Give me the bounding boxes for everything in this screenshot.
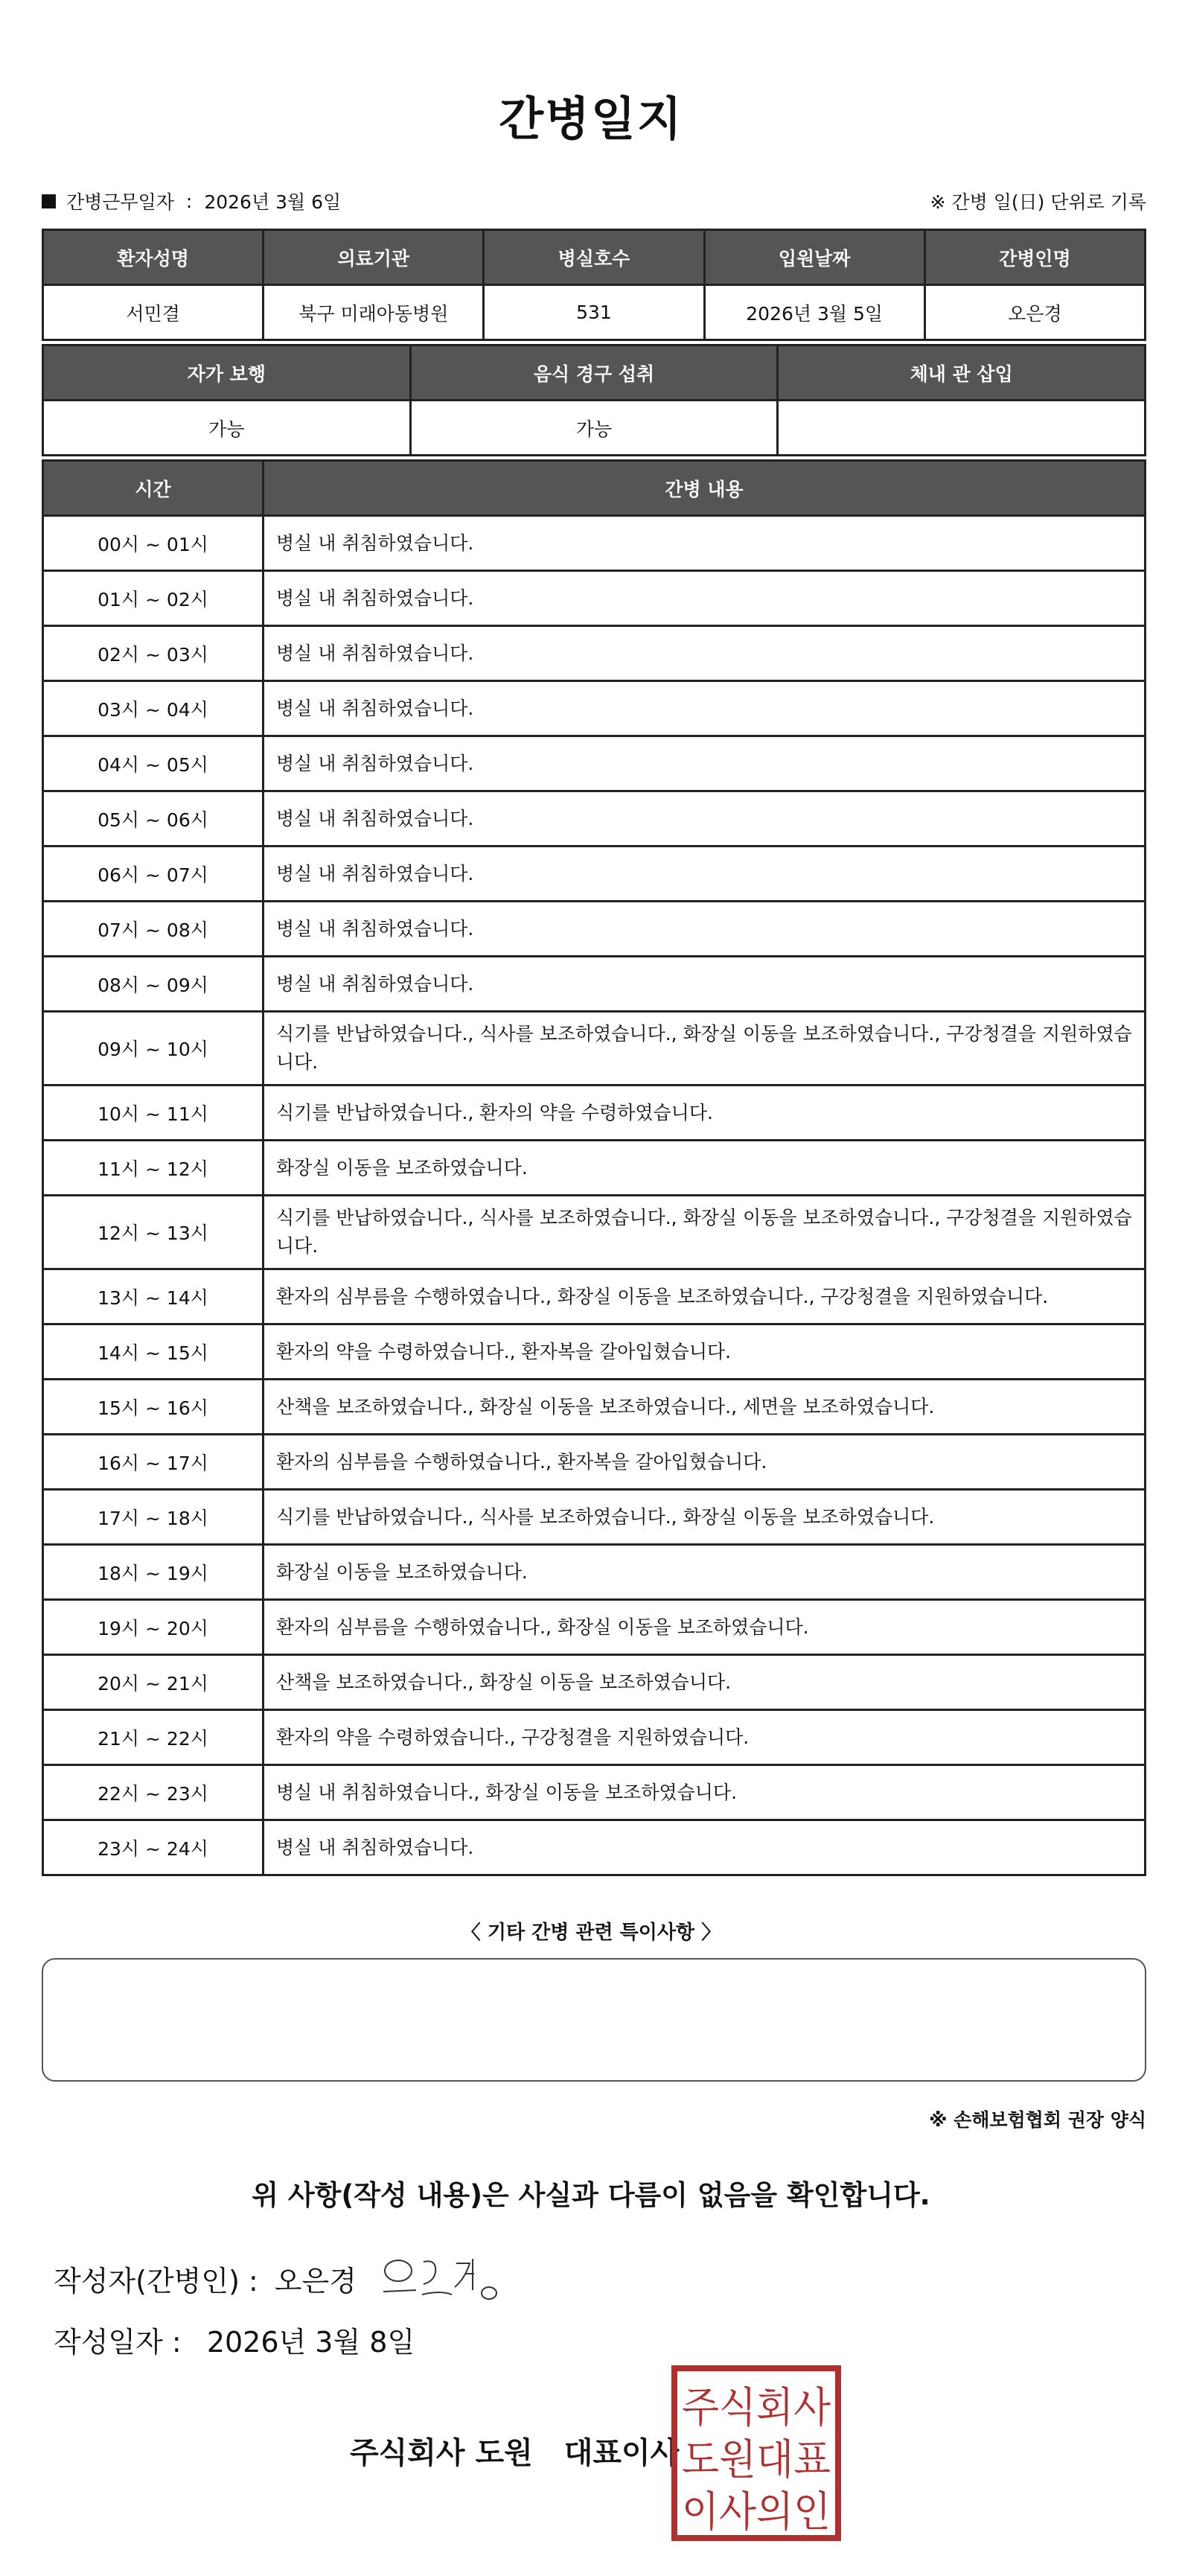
tube-insertion-cell: [778, 401, 1146, 456]
patient-value-row: [43, 285, 1146, 340]
care-content-cell: 환자의 심부름을 수행하였습니다., 화장실 이동을 보조하였습니다., 구강청결을 지원하였습니다.: [263, 1269, 1146, 1324]
time-cell: 01시 ~ 02시: [43, 571, 263, 626]
notes-heading: 〈 기타 간병 관련 특이사항 〉: [461, 1922, 721, 1944]
care-content-cell: 병실 내 취침하였습니다.: [263, 957, 1146, 1012]
seal-text-line: 도원대표: [682, 2436, 831, 2484]
care-content-cell: 식기를 반납하였습니다., 식사를 보조하였습니다., 화장실 이동을 보조하였습니다., 구강청결을 지원하였습니다.: [263, 1012, 1146, 1085]
seal-text-line: 주식회사: [682, 2384, 831, 2432]
oral-intake-cell: 가능: [410, 401, 778, 456]
patient-info-table: [42, 229, 1146, 341]
table-row: [43, 571, 1146, 626]
table-row: [43, 1196, 1146, 1269]
time-cell: 20시 ~ 21시: [43, 1655, 263, 1710]
care-content-cell: 식기를 반납하였습니다., 식사를 보조하였습니다., 화장실 이동을 보조하였습니다., 구강청결을 지원하였습니다.: [263, 1196, 1146, 1269]
admission-date-cell: 2026년 3월 5일: [704, 285, 924, 340]
written-date-line: [54, 2319, 415, 2360]
table-row: [43, 681, 1146, 736]
table-row: [43, 1324, 1146, 1380]
table-row: [43, 1655, 1146, 1710]
care-content-cell: 병실 내 취침하였습니다.: [263, 681, 1146, 736]
company-name: 주식회사 도원: [350, 2436, 533, 2470]
table-row: [43, 1141, 1146, 1196]
time-cell: 19시 ~ 20시: [43, 1600, 263, 1655]
room-cell: 531: [484, 285, 704, 340]
time-cell: 17시 ~ 18시: [43, 1490, 263, 1545]
notes-box: [42, 1958, 1146, 2082]
time-cell: 04시 ~ 05시: [43, 736, 263, 791]
care-content-cell: 병실 내 취침하였습니다., 화장실 이동을 보조하였습니다.: [263, 1765, 1146, 1820]
writer-label: 작성자(간병인) :: [54, 2264, 258, 2298]
time-cell: 15시 ~ 16시: [43, 1380, 263, 1435]
table-row: [43, 736, 1146, 791]
time-cell: 14시 ~ 15시: [43, 1324, 263, 1380]
care-content-cell: 병실 내 취침하였습니다.: [263, 736, 1146, 791]
care-content-cell: 화장실 이동을 보조하였습니다.: [263, 1545, 1146, 1600]
care-content-cell: 병실 내 취침하였습니다.: [263, 847, 1146, 902]
care-content-cell: 산책을 보조하였습니다., 화장실 이동을 보조하였습니다., 세면을 보조하였습니다.: [263, 1380, 1146, 1435]
care-content-cell: 식기를 반납하였습니다., 환자의 약을 수령하였습니다.: [263, 1085, 1146, 1141]
institution-cell: 북구 미래아동병원: [263, 285, 484, 340]
patient-status-table: [42, 344, 1146, 456]
time-cell: 22시 ~ 23시: [43, 1765, 263, 1820]
time-cell: 09시 ~ 10시: [43, 1012, 263, 1085]
work-date-value: 2026년 3월 6일: [204, 191, 342, 213]
table-row: [43, 791, 1146, 847]
table-row: [43, 516, 1146, 571]
table-row: [43, 1490, 1146, 1545]
care-content-cell: 병실 내 취침하였습니다.: [263, 791, 1146, 847]
patient-name-cell: 서민결: [43, 285, 263, 340]
table-row: [43, 1085, 1146, 1141]
work-date-sep: :: [185, 190, 193, 212]
time-cell: 08시 ~ 09시: [43, 957, 263, 1012]
header-institution: 의료기관: [263, 230, 484, 285]
square-bullet-icon: [42, 194, 56, 208]
care-content-cell: 병실 내 취침하였습니다.: [263, 1820, 1146, 1875]
care-log-table: [42, 459, 1146, 1876]
work-date-label: 간병근무일자: [66, 191, 174, 213]
time-cell: 16시 ~ 17시: [43, 1435, 263, 1490]
table-row: [43, 1820, 1146, 1875]
company-seal-stamp: [670, 2364, 843, 2542]
care-content-cell: 산책을 보조하였습니다., 화장실 이동을 보조하였습니다.: [263, 1655, 1146, 1710]
time-cell: 02시 ~ 03시: [43, 626, 263, 681]
header-oral-intake: 음식 경구 섭취: [410, 345, 778, 401]
table-row: [43, 1765, 1146, 1820]
header-time: 시간: [43, 461, 263, 516]
time-cell: 06시 ~ 07시: [43, 847, 263, 902]
page-title: 간병일지: [499, 92, 683, 146]
table-row: [43, 1545, 1146, 1600]
written-date-value: 2026년 3월 8일: [206, 2326, 415, 2359]
work-date: [42, 188, 341, 214]
ceo-label: 대표이사: [563, 2436, 680, 2470]
care-content-cell: 환자의 약을 수령하였습니다., 환자복을 갈아입혔습니다.: [263, 1324, 1146, 1380]
care-content-cell: 환자의 약을 수령하였습니다., 구강청결을 지원하였습니다.: [263, 1710, 1146, 1765]
header-room: 병실호수: [484, 230, 704, 285]
seal-text-line: 이사의인: [682, 2488, 831, 2537]
table-row: [43, 847, 1146, 902]
table-row: [43, 1269, 1146, 1324]
table-row: [43, 1012, 1146, 1085]
table-row: [43, 902, 1146, 957]
company-line: [350, 2429, 679, 2472]
header-tube-insertion: 체내 관 삽입: [778, 345, 1146, 401]
time-cell: 18시 ~ 19시: [43, 1545, 263, 1600]
care-content-cell: 환자의 심부름을 수행하였습니다., 화장실 이동을 보조하였습니다.: [263, 1600, 1146, 1655]
time-cell: 12시 ~ 13시: [43, 1196, 263, 1269]
table-row: [43, 957, 1146, 1012]
signature: [377, 2248, 504, 2308]
time-cell: 10시 ~ 11시: [43, 1085, 263, 1141]
status-value-row: [43, 401, 1146, 456]
care-content-cell: 병실 내 취침하였습니다.: [263, 516, 1146, 571]
header-care-content: 간병 내용: [263, 461, 1146, 516]
time-cell: 23시 ~ 24시: [43, 1820, 263, 1875]
meta-row: [42, 186, 1146, 216]
time-cell: 05시 ~ 06시: [43, 791, 263, 847]
caregiver-cell: 오은경: [924, 285, 1145, 340]
time-cell: 11시 ~ 12시: [43, 1141, 263, 1196]
header-caregiver: 간병인명: [924, 230, 1145, 285]
header-admission-date: 입원날짜: [704, 230, 924, 285]
care-content-cell: 병실 내 취침하였습니다.: [263, 571, 1146, 626]
care-content-cell: 병실 내 취침하였습니다.: [263, 902, 1146, 957]
self-walking-cell: 가능: [43, 401, 411, 456]
time-cell: 21시 ~ 22시: [43, 1710, 263, 1765]
patient-header-row: [43, 230, 1146, 285]
time-cell: 03시 ~ 04시: [43, 681, 263, 736]
care-content-cell: 환자의 심부름을 수행하였습니다., 환자복을 갈아입혔습니다.: [263, 1435, 1146, 1490]
care-content-cell: 병실 내 취침하였습니다.: [263, 626, 1146, 681]
time-cell: 13시 ~ 14시: [43, 1269, 263, 1324]
written-date-label: 작성일자 :: [54, 2326, 182, 2359]
writer-name: 오은경: [274, 2264, 357, 2298]
header-self-walking: 자가 보행: [43, 345, 411, 401]
table-row: [43, 1435, 1146, 1490]
table-row: [43, 1380, 1146, 1435]
unit-note: ※ 간병 일(日) 단위로 기록: [930, 191, 1146, 213]
writer-line: [54, 2248, 504, 2308]
header-patient-name: 환자성명: [43, 230, 263, 285]
status-header-row: [43, 345, 1146, 401]
table-row: [43, 1600, 1146, 1655]
recommendation-note: ※ 손해보험협회 권장 양식: [929, 2109, 1146, 2131]
time-cell: 07시 ~ 08시: [43, 902, 263, 957]
table-row: [43, 1710, 1146, 1765]
care-log-header-row: [43, 461, 1146, 516]
time-cell: 00시 ~ 01시: [43, 516, 263, 571]
confirmation-statement: 위 사항(작성 내용)은 사실과 다름이 없음을 확인합니다.: [252, 2179, 930, 2211]
care-log-body: [43, 516, 1146, 1875]
care-content-cell: 식기를 반납하였습니다., 식사를 보조하였습니다., 화장실 이동을 보조하였습니다.: [263, 1490, 1146, 1545]
care-content-cell: 화장실 이동을 보조하였습니다.: [263, 1141, 1146, 1196]
table-row: [43, 626, 1146, 681]
